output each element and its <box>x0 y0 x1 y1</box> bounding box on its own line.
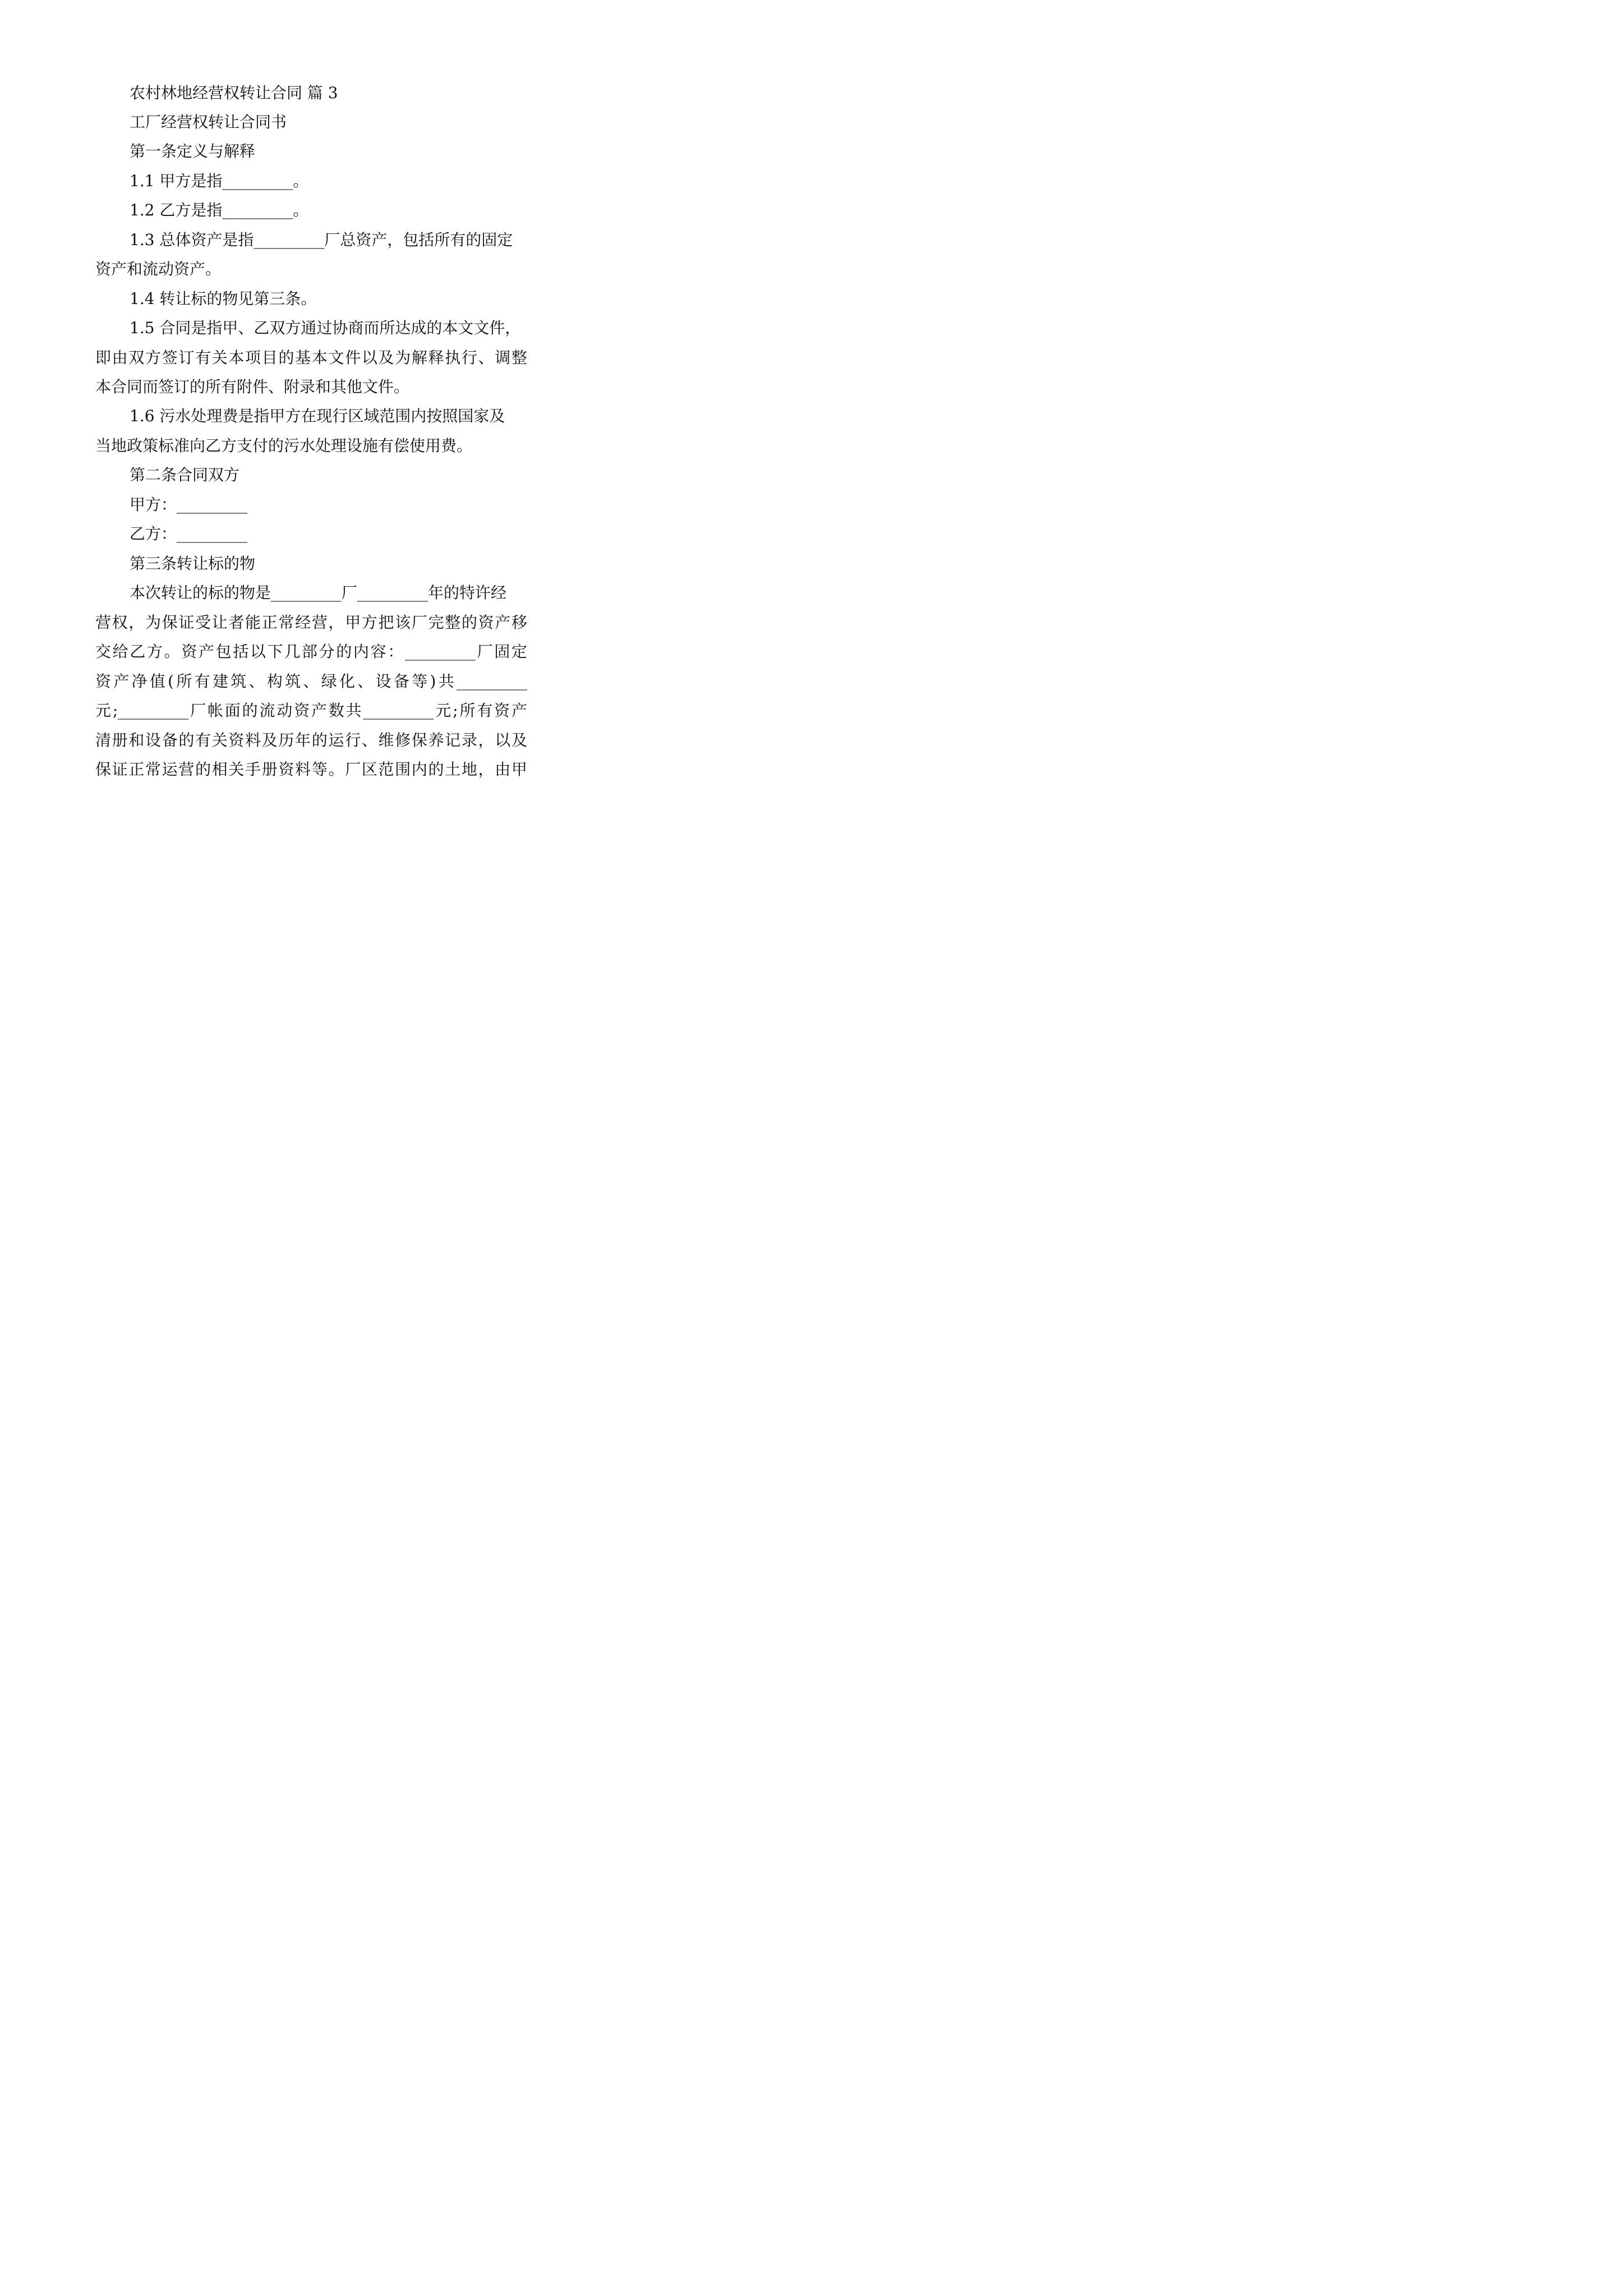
party-b-line: 乙方：_________ <box>130 524 248 543</box>
clause-1-5-line-1: 1.5 合同是指甲、乙双方通过协商而所达成的本文文件， <box>130 319 521 337</box>
party-a-line: 甲方：_________ <box>130 495 248 514</box>
subject-line-1: 本次转让的标的物是_________厂_________年的特许经 <box>130 583 507 602</box>
document-title: 农村林地经营权转让合同 篇 3 <box>130 84 338 102</box>
clause-1-6-line-2: 当地政策标准向乙方支付的污水处理设施有偿使用费。 <box>95 436 473 455</box>
clause-1-5-line-3: 本合同而签订的所有附件、附录和其他文件。 <box>95 378 410 396</box>
contract-title: 工厂经营权转让合同书 <box>130 113 287 131</box>
document-page <box>0 0 619 875</box>
clause-1-3-line-1: 1.3 总体资产是指_________厂总资产，包括所有的固定 <box>130 231 513 249</box>
subject-line-2: 营权，为保证受让者能正常经营，甲方把该厂完整的资产移 <box>95 613 527 632</box>
clause-1-6-line-1: 1.6 污水处理费是指甲方在现行区域范围内按照国家及 <box>130 407 505 425</box>
subject-line-3: 交给乙方。资产包括以下几部分的内容：_________厂固定 <box>95 642 527 661</box>
subject-line-4: 资产净值(所有建筑、构筑、绿化、设备等)共_________ <box>95 672 527 691</box>
clause-1-1: 1.1 甲方是指_________。 <box>130 172 309 190</box>
clause-1-2: 1.2 乙方是指_________。 <box>130 201 309 219</box>
section-heading-1: 第一条定义与解释 <box>130 142 256 160</box>
subject-line-7: 保证正常运营的相关手册资料等。厂区范围内的土地，由甲 <box>95 760 527 779</box>
subject-line-5: 元;_________厂帐面的流动资产数共_________元;所有资产 <box>95 701 527 720</box>
section-heading-3: 第三条转让标的物 <box>130 554 256 573</box>
clause-1-4: 1.4 转让标的物见第三条。 <box>130 289 317 308</box>
subject-line-6: 清册和设备的有关资料及历年的运行、维修保养记录，以及 <box>95 731 527 749</box>
section-heading-2: 第二条合同双方 <box>130 466 240 484</box>
clause-1-3-line-2: 资产和流动资产。 <box>95 260 222 278</box>
clause-1-5-line-2: 即由双方签订有关本项目的基本文件以及为解释执行、调整 <box>95 348 527 367</box>
